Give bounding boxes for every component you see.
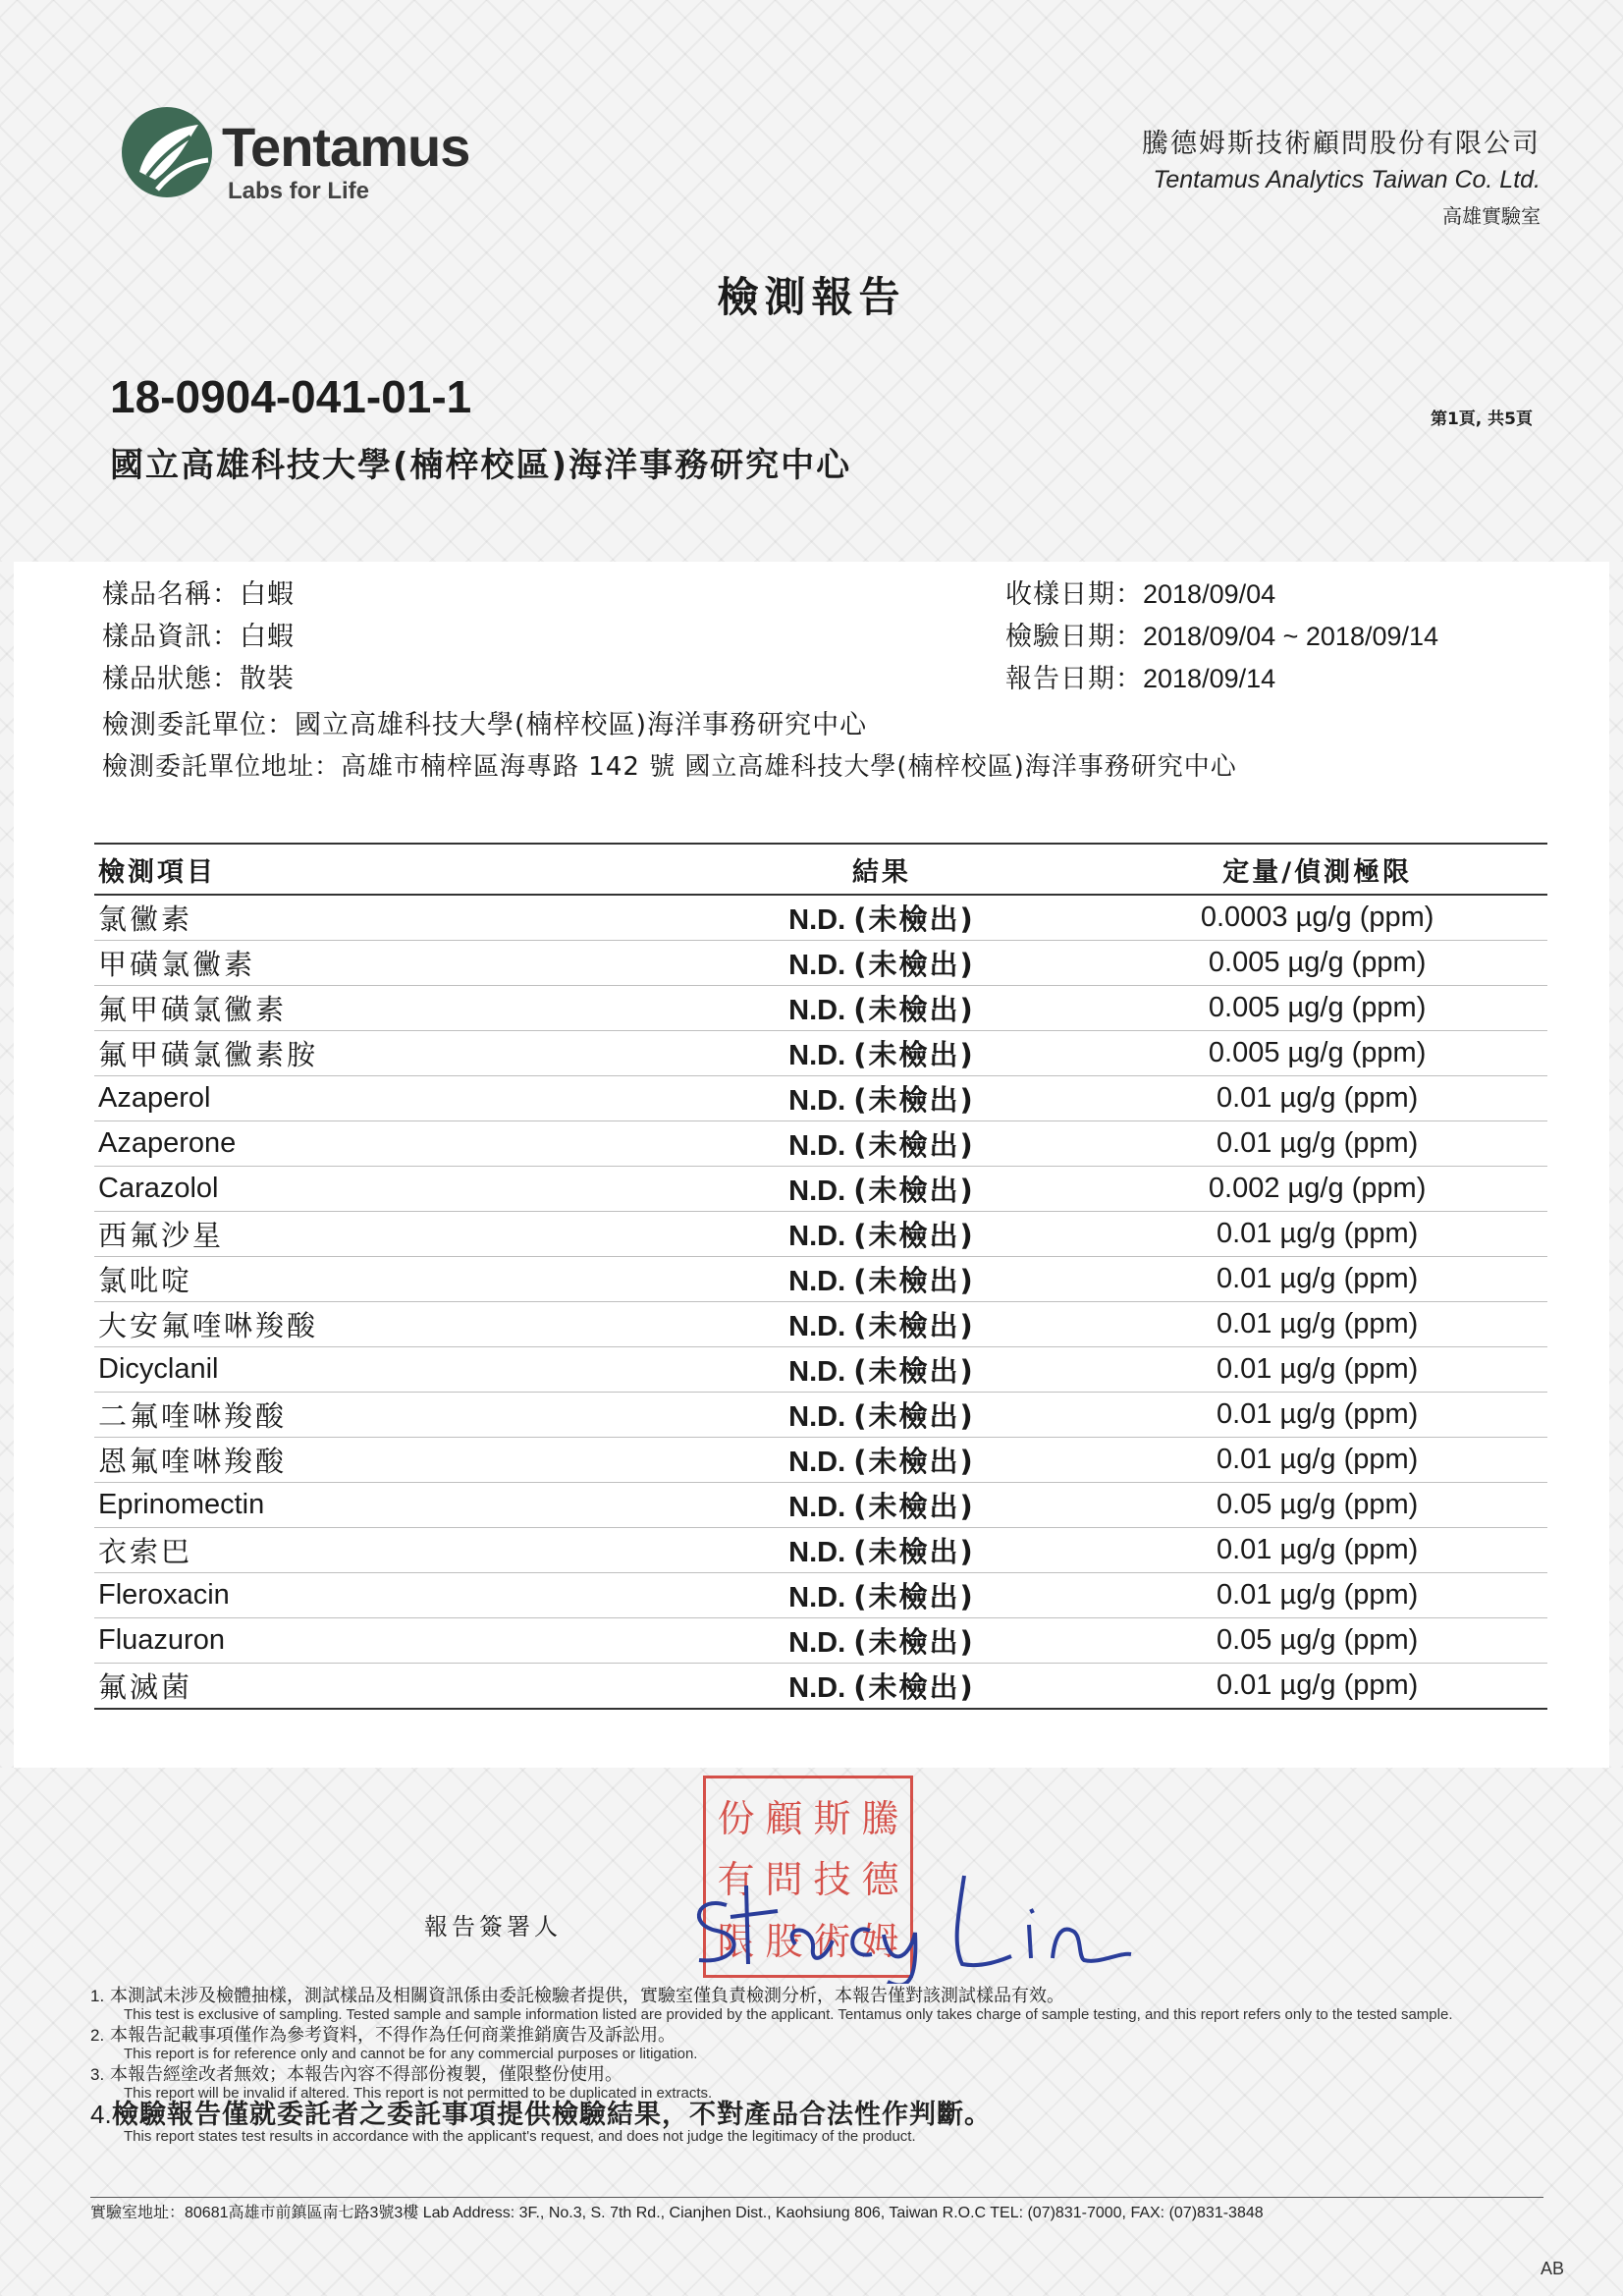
seal-character: 技 bbox=[813, 1858, 851, 1902]
sample-state-row bbox=[102, 657, 295, 695]
table-row bbox=[94, 1121, 1547, 1167]
result-value-zh: (未檢出) bbox=[853, 1580, 975, 1613]
table-row bbox=[94, 1302, 1547, 1347]
disclaimer-note bbox=[90, 2100, 1543, 2146]
security-pattern-right bbox=[1609, 562, 1623, 1768]
result-cell bbox=[676, 1121, 1088, 1167]
note-text-zh: 本報告經塗改者無效；本報告內容不得部份複製，僅限整份使用。 bbox=[110, 2064, 622, 2085]
seal-character: 術 bbox=[813, 1920, 851, 1964]
result-cell bbox=[676, 1212, 1088, 1257]
seal-character: 斯 bbox=[813, 1796, 851, 1840]
test-date-row bbox=[1005, 615, 1438, 653]
limit-cell: 0.05 µg/g (ppm) bbox=[1087, 1618, 1547, 1664]
note-number: 1. bbox=[90, 1987, 105, 2005]
page-indicator: 第1頁, 共5頁 bbox=[1430, 410, 1533, 429]
client-address-value: 高雄市楠梓區海專路 142 號 國立高雄科技大學(楠梓校區)海洋事務研究中心 bbox=[341, 752, 1237, 782]
result-cell bbox=[676, 1031, 1088, 1076]
limit-cell: 0.005 µg/g (ppm) bbox=[1087, 986, 1547, 1031]
seal-character: 股 bbox=[765, 1920, 803, 1964]
sample-info-row bbox=[102, 615, 295, 653]
company-block bbox=[1142, 122, 1541, 229]
received-date-row bbox=[1005, 573, 1275, 611]
disclaimer-note bbox=[90, 2065, 1543, 2103]
result-cell bbox=[676, 1076, 1088, 1121]
test-item-cell: 氟滅菌 bbox=[94, 1664, 676, 1710]
limit-cell: 0.002 µg/g (ppm) bbox=[1087, 1167, 1547, 1212]
result-cell bbox=[676, 986, 1088, 1031]
limit-cell: 0.01 µg/g (ppm) bbox=[1087, 1212, 1547, 1257]
limit-cell: 0.01 µg/g (ppm) bbox=[1087, 1347, 1547, 1393]
security-pattern-left bbox=[0, 562, 14, 1768]
client-address-row bbox=[102, 746, 1237, 783]
result-value: N.D. bbox=[788, 1130, 846, 1162]
test-item-cell: Fluazuron bbox=[94, 1618, 676, 1664]
table-row bbox=[94, 1076, 1547, 1121]
lab-name: 高雄實驗室 bbox=[1442, 204, 1541, 228]
table-row bbox=[94, 1167, 1547, 1212]
note-text-zh: 檢驗報告僅就委託者之委託事項提供檢驗結果，不對產品合法性作判斷。 bbox=[112, 2100, 992, 2130]
header-limit: 定量/偵測極限 bbox=[1087, 844, 1547, 895]
result-value-zh: (未檢出) bbox=[853, 1354, 975, 1388]
sample-state-value: 散裝 bbox=[240, 664, 295, 694]
result-value: N.D. bbox=[788, 1356, 846, 1388]
result-value-zh: (未檢出) bbox=[853, 1083, 975, 1117]
result-value: N.D. bbox=[788, 1672, 846, 1704]
table-row bbox=[94, 1347, 1547, 1393]
table-header-row bbox=[94, 844, 1547, 895]
note-text-en: This report is for reference only and cannot be for any commercial purposes or litigation. bbox=[124, 2046, 698, 2062]
test-item-cell: 二氟喹啉羧酸 bbox=[94, 1393, 676, 1438]
result-value: N.D. bbox=[788, 1040, 846, 1071]
note-number: 2. bbox=[90, 2026, 105, 2045]
result-value-zh: (未檢出) bbox=[853, 1445, 975, 1478]
result-value-zh: (未檢出) bbox=[853, 1128, 975, 1162]
limit-cell: 0.01 µg/g (ppm) bbox=[1087, 1528, 1547, 1573]
table-row bbox=[94, 1438, 1547, 1483]
table-row bbox=[94, 1528, 1547, 1573]
test-item-cell: 西氟沙星 bbox=[94, 1212, 676, 1257]
test-date-value: 2018/09/04 ~ 2018/09/14 bbox=[1143, 622, 1439, 651]
company-name-en: Tentamus Analytics Taiwan Co. Ltd. bbox=[1153, 166, 1541, 193]
limit-cell: 0.05 µg/g (ppm) bbox=[1087, 1483, 1547, 1528]
result-value: N.D. bbox=[788, 950, 846, 981]
handwritten-signature bbox=[687, 1866, 1149, 1984]
table-row bbox=[94, 1257, 1547, 1302]
seal-character: 份 bbox=[717, 1796, 755, 1840]
header-test-item: 檢測項目 bbox=[94, 844, 676, 895]
test-item-cell: 大安氟喹啉羧酸 bbox=[94, 1302, 676, 1347]
result-value: N.D. bbox=[788, 904, 846, 936]
result-value: N.D. bbox=[788, 1447, 846, 1478]
result-value-zh: (未檢出) bbox=[853, 1670, 975, 1704]
test-item-cell: Azaperol bbox=[94, 1076, 676, 1121]
limit-cell: 0.01 µg/g (ppm) bbox=[1087, 1438, 1547, 1483]
test-item-cell: Dicyclanil bbox=[94, 1347, 676, 1393]
test-item-cell: 甲磺氯黴素 bbox=[94, 941, 676, 986]
result-cell bbox=[676, 1664, 1088, 1710]
result-value-zh: (未檢出) bbox=[853, 948, 975, 981]
corner-code: AB bbox=[1540, 2259, 1564, 2278]
limit-cell: 0.01 µg/g (ppm) bbox=[1087, 1664, 1547, 1710]
limit-cell: 0.01 µg/g (ppm) bbox=[1087, 1121, 1547, 1167]
disclaimer-notes bbox=[90, 1987, 1543, 2148]
note-text-en: This report states test results in accordance with the applicant's request, and does not judge the legitimacy of the product. bbox=[124, 2128, 916, 2145]
sample-state-label: 樣品狀態： bbox=[102, 664, 240, 694]
limit-cell: 0.01 µg/g (ppm) bbox=[1087, 1393, 1547, 1438]
limit-cell: 0.01 µg/g (ppm) bbox=[1087, 1076, 1547, 1121]
result-value: N.D. bbox=[788, 1537, 846, 1568]
sample-name-row bbox=[102, 573, 295, 611]
result-value-zh: (未檢出) bbox=[853, 902, 975, 936]
note-text-zh: 本測試未涉及檢體抽樣，測試樣品及相關資訊係由委託檢驗者提供，實驗室僅負責檢測分析，本報告僅對該測試樣品有效。 bbox=[110, 1986, 1064, 2006]
limit-cell: 0.005 µg/g (ppm) bbox=[1087, 941, 1547, 986]
company-name-zh: 騰德姆斯技術顧問股份有限公司 bbox=[1142, 129, 1541, 159]
result-value: N.D. bbox=[788, 1582, 846, 1613]
result-value-zh: (未檢出) bbox=[853, 1174, 975, 1207]
lab-address-footer: 實驗室地址：80681高雄市前鎮區南七路3號3樓 Lab Address: 3F., No.3, S. 7th Rd., Cianjhen Dist., Kaohsiung 806, Taiwan R.O.C TEL: (07)831-7000, FAX: (07)831-3848 bbox=[90, 2205, 1264, 2221]
seal-character: 姆 bbox=[861, 1920, 899, 1964]
note-text-zh: 本報告記載事項僅作為參考資料，不得作為任何商業推銷廣告及訴訟用。 bbox=[110, 2025, 676, 2046]
seal-character: 顧 bbox=[765, 1796, 803, 1840]
test-item-cell: 氯吡啶 bbox=[94, 1257, 676, 1302]
result-cell bbox=[676, 1528, 1088, 1573]
tentamus-logo bbox=[118, 103, 511, 211]
note-number: 3. bbox=[90, 2065, 105, 2084]
brand-name: Tentamus bbox=[222, 116, 470, 178]
client-header: 國立高雄科技大學(楠梓校區)海洋事務研究中心 bbox=[110, 446, 852, 485]
limit-cell: 0.01 µg/g (ppm) bbox=[1087, 1573, 1547, 1618]
leaf-logo-icon bbox=[118, 103, 216, 201]
sample-info-label: 樣品資訊： bbox=[102, 622, 240, 652]
report-date-label: 報告日期： bbox=[1005, 664, 1143, 694]
seal-character: 德 bbox=[861, 1858, 899, 1902]
result-cell bbox=[676, 1483, 1088, 1528]
received-date-value: 2018/09/04 bbox=[1143, 579, 1276, 609]
report-date-row bbox=[1005, 657, 1275, 695]
test-item-cell: 氟甲磺氯黴素 bbox=[94, 986, 676, 1031]
seal-character: 騰 bbox=[861, 1796, 899, 1840]
limit-cell: 0.01 µg/g (ppm) bbox=[1087, 1257, 1547, 1302]
header-result: 結果 bbox=[676, 844, 1088, 895]
table-row bbox=[94, 1483, 1547, 1528]
result-value: N.D. bbox=[788, 1401, 846, 1433]
result-value: N.D. bbox=[788, 995, 846, 1026]
result-cell bbox=[676, 1302, 1088, 1347]
table-row bbox=[94, 1212, 1547, 1257]
test-item-cell: 衣索巴 bbox=[94, 1528, 676, 1573]
result-value-zh: (未檢出) bbox=[853, 1038, 975, 1071]
report-number: 18-0904-041-01-1 bbox=[110, 371, 472, 422]
result-value: N.D. bbox=[788, 1311, 846, 1342]
result-value: N.D. bbox=[788, 1627, 846, 1659]
signer-label: 報告簽署人 bbox=[424, 1913, 562, 1941]
test-date-label: 檢驗日期： bbox=[1005, 622, 1143, 652]
test-item-cell: Eprinomectin bbox=[94, 1483, 676, 1528]
client-row bbox=[102, 703, 867, 741]
footer-divider bbox=[90, 2197, 1543, 2198]
table-row bbox=[94, 1618, 1547, 1664]
note-text-en: This report will be invalid if altered. This report is not permitted to be duplicated in extracts. bbox=[124, 2085, 713, 2102]
result-cell bbox=[676, 1618, 1088, 1664]
result-value-zh: (未檢出) bbox=[853, 1264, 975, 1297]
results-table bbox=[94, 843, 1547, 1710]
client-label: 檢測委託單位： bbox=[102, 710, 295, 740]
test-item-cell: Azaperone bbox=[94, 1121, 676, 1167]
disclaimer-note bbox=[90, 2026, 1543, 2063]
test-item-cell: Carazolol bbox=[94, 1167, 676, 1212]
test-item-cell: 氯黴素 bbox=[94, 895, 676, 941]
table-row bbox=[94, 1393, 1547, 1438]
table-row bbox=[94, 986, 1547, 1031]
result-value-zh: (未檢出) bbox=[853, 1309, 975, 1342]
client-address-label: 檢測委託單位地址： bbox=[102, 752, 342, 782]
result-cell bbox=[676, 1347, 1088, 1393]
report-date-value: 2018/09/14 bbox=[1143, 664, 1276, 693]
result-cell bbox=[676, 1573, 1088, 1618]
result-value-zh: (未檢出) bbox=[853, 1535, 975, 1568]
disclaimer-note bbox=[90, 1987, 1543, 2024]
result-cell bbox=[676, 1167, 1088, 1212]
test-item-cell: Fleroxacin bbox=[94, 1573, 676, 1618]
limit-cell: 0.0003 µg/g (ppm) bbox=[1087, 895, 1547, 941]
table-row bbox=[94, 941, 1547, 986]
result-value-zh: (未檢出) bbox=[853, 1490, 975, 1523]
seal-character: 問 bbox=[765, 1858, 803, 1902]
sample-name-label: 樣品名稱： bbox=[102, 579, 240, 610]
brand-tagline: Labs for Life bbox=[228, 178, 370, 204]
sample-info-value: 白蝦 bbox=[240, 622, 295, 652]
note-number: 4. bbox=[90, 2100, 112, 2129]
table-row bbox=[94, 1664, 1547, 1710]
result-value: N.D. bbox=[788, 1266, 846, 1297]
test-item-cell: 恩氟喹啉羧酸 bbox=[94, 1438, 676, 1483]
limit-cell: 0.01 µg/g (ppm) bbox=[1087, 1302, 1547, 1347]
result-cell bbox=[676, 941, 1088, 986]
report-title: 檢測報告 bbox=[717, 273, 906, 321]
table-row bbox=[94, 1573, 1547, 1618]
result-cell bbox=[676, 895, 1088, 941]
limit-cell: 0.005 µg/g (ppm) bbox=[1087, 1031, 1547, 1076]
table-row bbox=[94, 895, 1547, 941]
result-cell bbox=[676, 1257, 1088, 1302]
result-cell bbox=[676, 1393, 1088, 1438]
result-value-zh: (未檢出) bbox=[853, 993, 975, 1026]
result-value-zh: (未檢出) bbox=[853, 1219, 975, 1252]
result-cell bbox=[676, 1438, 1088, 1483]
result-value: N.D. bbox=[788, 1221, 846, 1252]
table-row bbox=[94, 1031, 1547, 1076]
result-value: N.D. bbox=[788, 1085, 846, 1117]
seal-character: 限 bbox=[717, 1920, 755, 1964]
result-value: N.D. bbox=[788, 1175, 846, 1207]
result-value-zh: (未檢出) bbox=[853, 1625, 975, 1659]
note-text-en: This test is exclusive of sampling. Tested sample and sample information listed are provided by the applicant. Tentamus only takes charge of sample testing, and this report refers only to the tested sample. bbox=[124, 2006, 1453, 2023]
client-value: 國立高雄科技大學(楠梓校區)海洋事務研究中心 bbox=[295, 710, 868, 740]
seal-character: 有 bbox=[717, 1858, 755, 1902]
result-value: N.D. bbox=[788, 1492, 846, 1523]
test-item-cell: 氟甲磺氯黴素胺 bbox=[94, 1031, 676, 1076]
received-date-label: 收樣日期： bbox=[1005, 579, 1143, 610]
result-value-zh: (未檢出) bbox=[853, 1399, 975, 1433]
sample-name-value: 白蝦 bbox=[240, 579, 295, 610]
